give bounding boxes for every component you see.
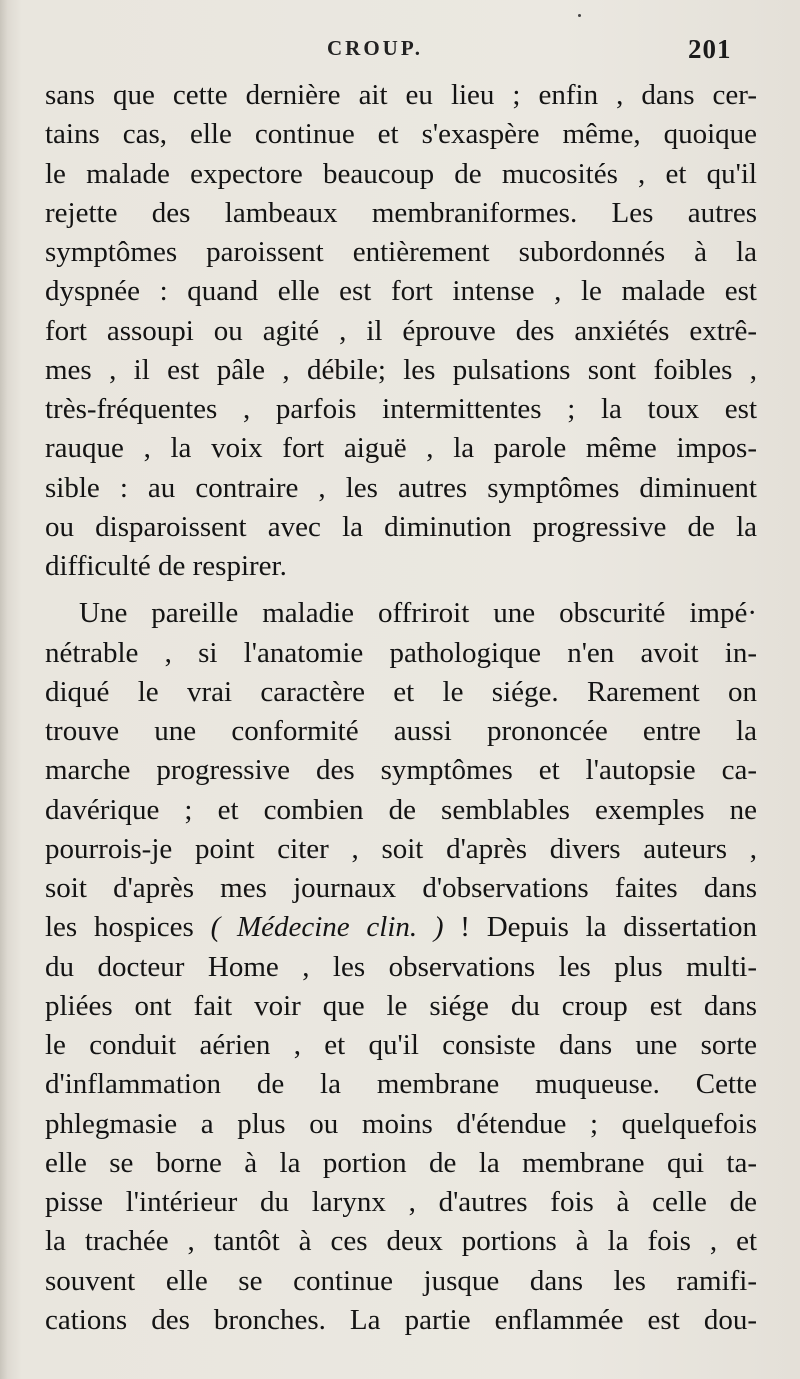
text-line: mes , il est pâle , débile; les pulsations sont foibles , (45, 353, 757, 386)
citation-line (45, 908, 757, 947)
running-title: CROUP. (327, 36, 423, 60)
text-line: la trachée , tantôt à ces deux portions à la fois , et (45, 1225, 757, 1258)
text-line: dyspnée : quand elle est fort intense , le malade est (45, 275, 757, 308)
page-number: 201 (688, 34, 732, 64)
text-line: le malade expectore beaucoup de mucosités , et qu'il (45, 157, 757, 190)
text-line: pourrois-je point citer , soit d'après divers auteurs , (45, 832, 757, 865)
text-line: cations des bronches. La partie enflammée est dou- (45, 1303, 757, 1336)
text-line: symptômes paroissent entièrement subordonnés à la (45, 236, 757, 268)
text-line: pisse l'intérieur du larynx , d'autres fois à celle de (45, 1186, 757, 1218)
text-line: sans que cette dernière ait eu lieu ; enfin , dans cer- (45, 79, 757, 111)
text-line: rauque , la voix fort aiguë , la parole même impos- (45, 432, 757, 465)
text-line: souvent elle se continue jusque dans les ramifi- (45, 1264, 757, 1297)
text-line: soit d'après mes journaux d'observations faites dans (45, 872, 757, 904)
text-line: diqué le vrai caractère et le siége. Rarement on (45, 675, 757, 708)
text-line: sible : au contraire , les autres symptômes diminuent (45, 471, 757, 504)
body-text (45, 76, 757, 1340)
text-line: difficulté de respirer. (45, 550, 287, 582)
text-line: trouve une conformité aussi prononcée entre la (45, 715, 757, 747)
ink-speck (578, 14, 581, 17)
text-line: ou disparoissent avec la diminution progressive de la (45, 510, 757, 543)
text-line: le conduit aérien , et qu'il consiste dans une sorte (45, 1029, 757, 1061)
citation-line-start: les hospices (45, 911, 211, 944)
text-line: fort assoupi ou agité , il éprouve des anxiétés extrê- (45, 314, 757, 347)
citation-reference: ( Médecine clin. ) (210, 911, 444, 944)
text-line: rejette des lambeaux membraniformes. Les autres (45, 196, 757, 229)
text-line: pliées ont fait voir que le siége du croup est dans (45, 989, 757, 1022)
paragraph-gap (45, 586, 757, 594)
text-line: du docteur Home , les observations les plus multi- (45, 950, 757, 983)
text-line: elle se borne à la portion de la membrane qui ta- (45, 1146, 757, 1179)
paragraph-1 (45, 76, 757, 586)
page-header (0, 34, 800, 68)
text-line: tains cas, elle continue et s'exaspère même, quoique (45, 118, 757, 151)
text-line: d'inflammation de la membrane muqueuse. Cette (45, 1068, 757, 1101)
text-line: phlegmasie a plus ou moins d'étendue ; quelquefois (45, 1107, 757, 1140)
text-line: Une pareille maladie offriroit une obscurité impé· (79, 597, 757, 630)
text-line: davérique ; et combien de semblables exemples ne (45, 793, 757, 826)
text-line: très-fréquentes , parfois intermittentes ; la toux est (45, 393, 757, 425)
text-line: nétrable , si l'anatomie pathologique n'en avoit in- (45, 636, 757, 669)
text-line: marche progressive des symptômes et l'autopsie ca- (45, 754, 757, 787)
citation-line-end: ! Depuis la dissertation (443, 911, 757, 944)
paragraph-2 (45, 594, 757, 1340)
